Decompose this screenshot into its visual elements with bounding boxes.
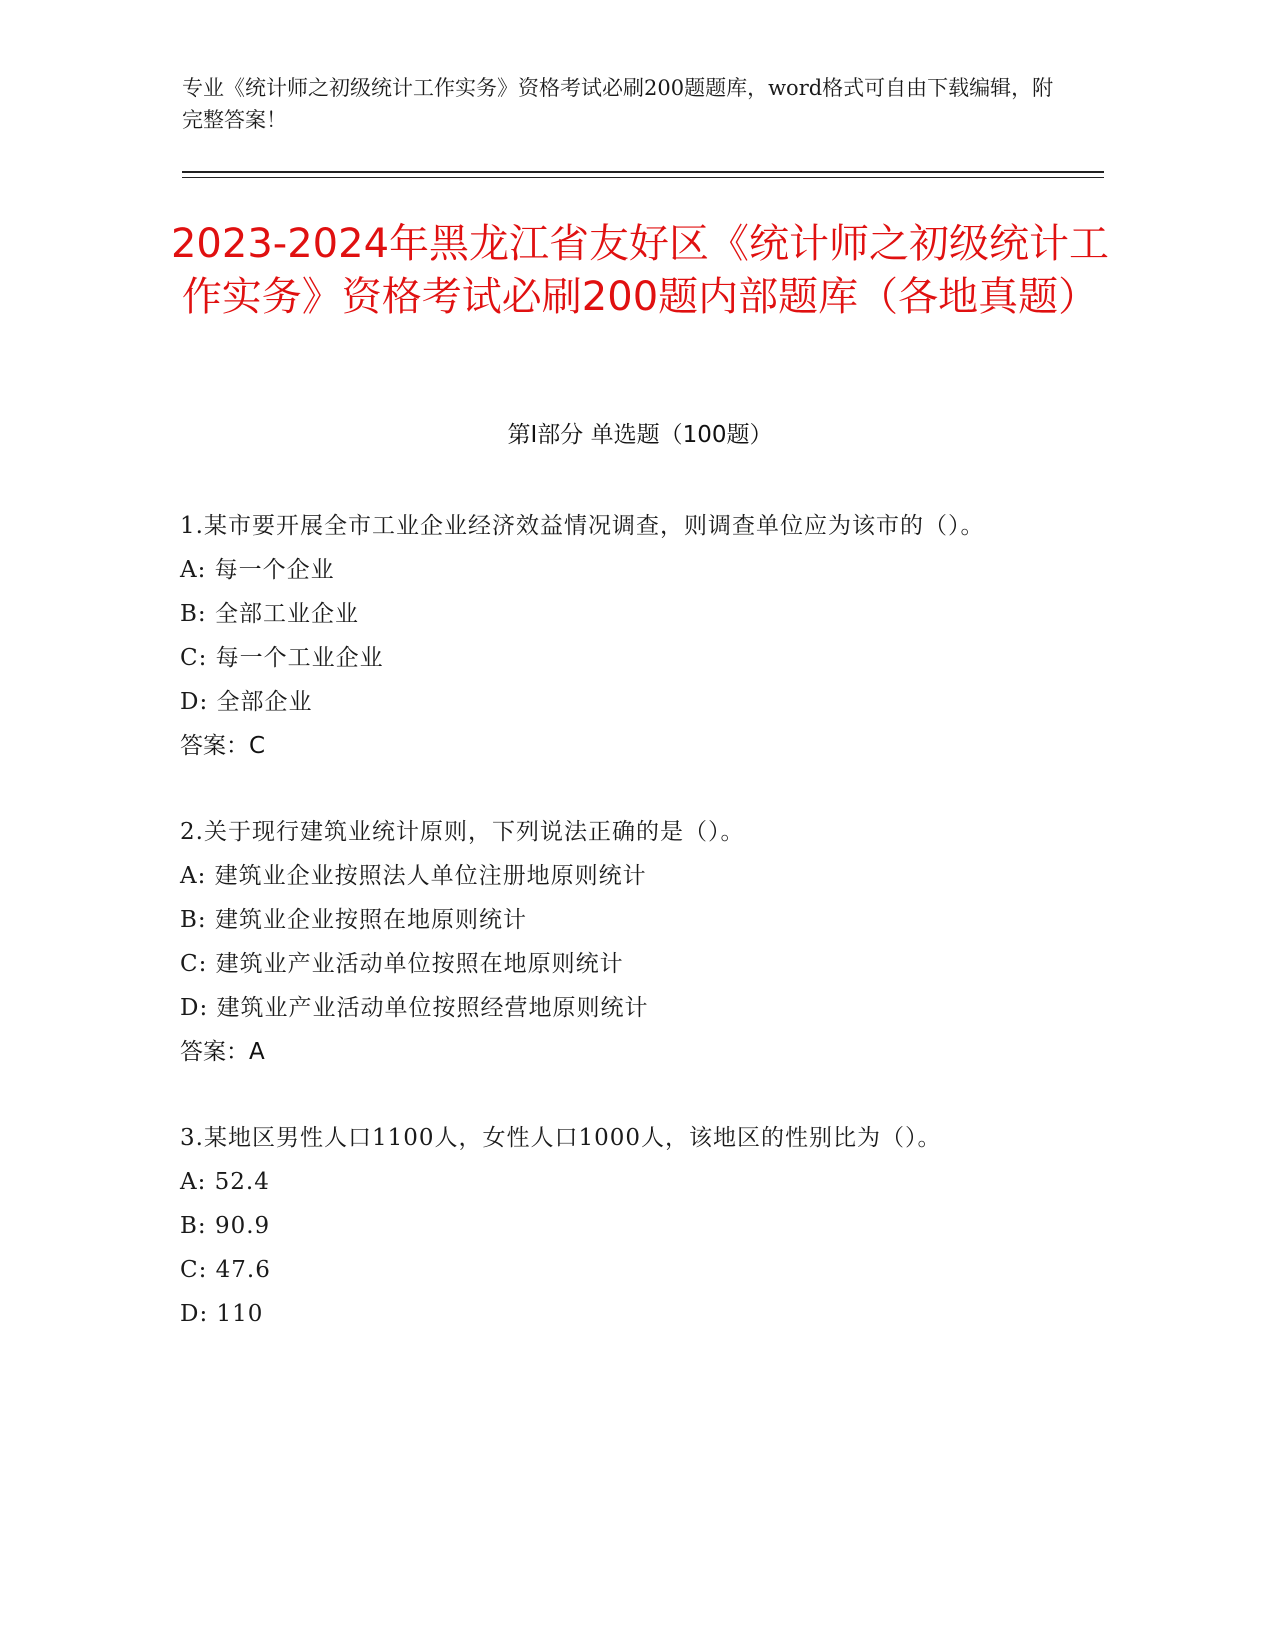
- question-text: 2.关于现行建筑业统计原则，下列说法正确的是（）。: [180, 819, 745, 845]
- question-text: 1.某市要开展全市工业企业经济效益情况调查，则调查单位应为该市的（）。: [180, 513, 985, 539]
- option-a: A: 52.4: [180, 1169, 270, 1195]
- document-title: 2023-2024年黑龙江省友好区《统计师之初级统计工作实务》资格考试必刷200题内部题库（各地真题）: [170, 221, 1110, 320]
- section-heading: 第Ⅰ部分 单选题（100题）: [507, 422, 773, 448]
- option-d: D: 110: [180, 1301, 264, 1327]
- option-b: B: 全部工业企业: [180, 601, 359, 627]
- option-a: A: 每一个企业: [180, 557, 335, 583]
- header-rule-thick: [182, 171, 1104, 173]
- question-2: [180, 810, 1060, 1074]
- option-a: A: 建筑业企业按照法人单位注册地原则统计: [180, 863, 647, 889]
- option-c: C: 47.6: [180, 1257, 271, 1283]
- option-c: C: 每一个工业企业: [180, 645, 384, 671]
- question-list: [180, 504, 1060, 1336]
- question-1: [180, 504, 1060, 768]
- option-d: D: 全部企业: [180, 689, 313, 715]
- question-text: 3.某地区男性人口1100人，女性人口1000人，该地区的性别比为（）。: [180, 1125, 942, 1151]
- option-b: B: 90.9: [180, 1213, 271, 1239]
- answer: 答案：A: [180, 1039, 265, 1065]
- option-c: C: 建筑业产业活动单位按照在地原则统计: [180, 951, 624, 977]
- option-d: D: 建筑业产业活动单位按照经营地原则统计: [180, 995, 649, 1021]
- option-b: B: 建筑业企业按照在地原则统计: [180, 907, 527, 933]
- header-rule-thin: [182, 177, 1104, 178]
- answer: 答案：C: [180, 733, 266, 759]
- header-note: 专业《统计师之初级统计工作实务》资格考试必刷200题题库，word格式可自由下载编辑，附完整答案！: [182, 76, 1054, 132]
- question-3: [180, 1116, 1060, 1336]
